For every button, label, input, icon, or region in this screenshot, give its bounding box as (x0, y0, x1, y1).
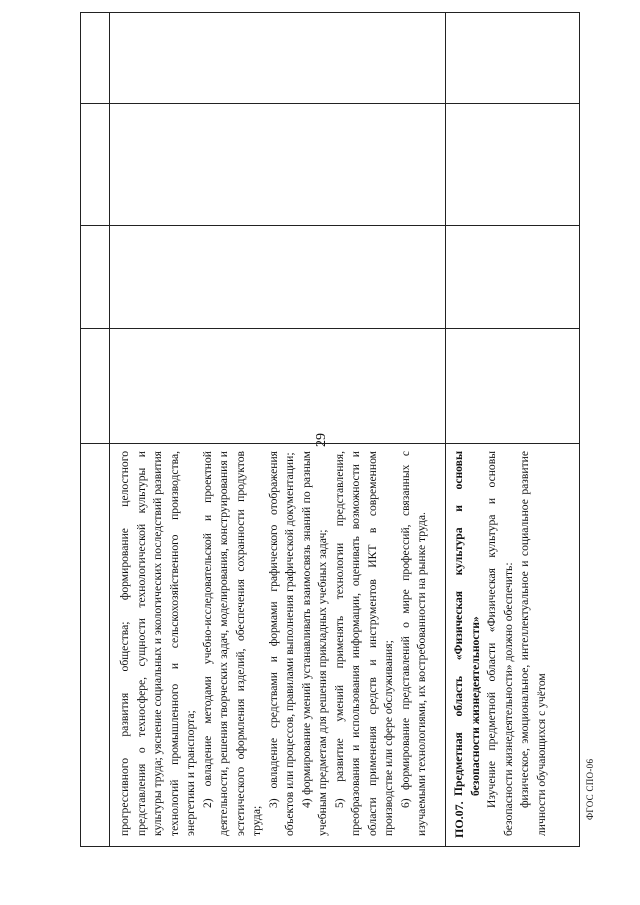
row2-code-cell: ПО.07. (452, 801, 466, 838)
table-code-column-divider (109, 13, 110, 846)
row1-para-3: 3) овладение средствами и формами графического отображения объектов или процессов, правилами выполнения графической документации; (266, 451, 296, 836)
standards-table (80, 12, 580, 847)
row2-para-1: Изучение предметной области «Физическая культура и основы безопасности жизнедеятельности» должно обеспечить: (485, 451, 515, 836)
row1-content-cell (117, 451, 431, 836)
table-column-divider (81, 443, 579, 444)
table-column-divider (81, 328, 579, 329)
page-footer: ФГОС СПО-06 (585, 758, 595, 820)
row1-para-5: 5) развитие умений применять технологии представления, преобразования и использования информации, оценивать возможности и области применения средств и инструментов ИКТ в современном производстве или сфере обслуживания; (332, 451, 395, 836)
row1-para-6: 6) формирование представлений о мире профессий, связанных с изучаемыми технологиями, их востребованности на рынке труда. (398, 451, 428, 836)
rotated-table-container (80, 12, 580, 847)
row1-para-2: 2) овладение методами учебно-исследовательской и проектной деятельности, решения творческих задач, моделирования, конструирования и эстетического оформления изделий, обеспечения сохранности продуктов труда; (200, 451, 263, 836)
page-number: 29 (314, 433, 329, 447)
table-row-divider (445, 13, 446, 846)
row1-para-1: прогрессивного развития общества; формирование целостного представления о техносфере, сущности технологической культуры и культуры труда; уяснение социальных и экологических последствий развития технологий промышленного и сельскохозяйственного производства, энергетики и транспорта; (118, 451, 197, 836)
row2-content-cell (451, 451, 550, 836)
row1-para-4: 4) формирование умений устанавливать взаимосвязь знаний по разным учебным предметам для решения прикладных учебных задач; (299, 451, 329, 836)
table-column-divider (81, 225, 579, 226)
row2-para-2: физическое, эмоциональное, интеллектуальное и социальное развитие личности обучающихся с учётом (518, 451, 548, 836)
table-column-divider (81, 103, 579, 104)
row2-title: Предметная область «Физическая культура и основы безопасности жизнедеятельности» (452, 451, 482, 796)
